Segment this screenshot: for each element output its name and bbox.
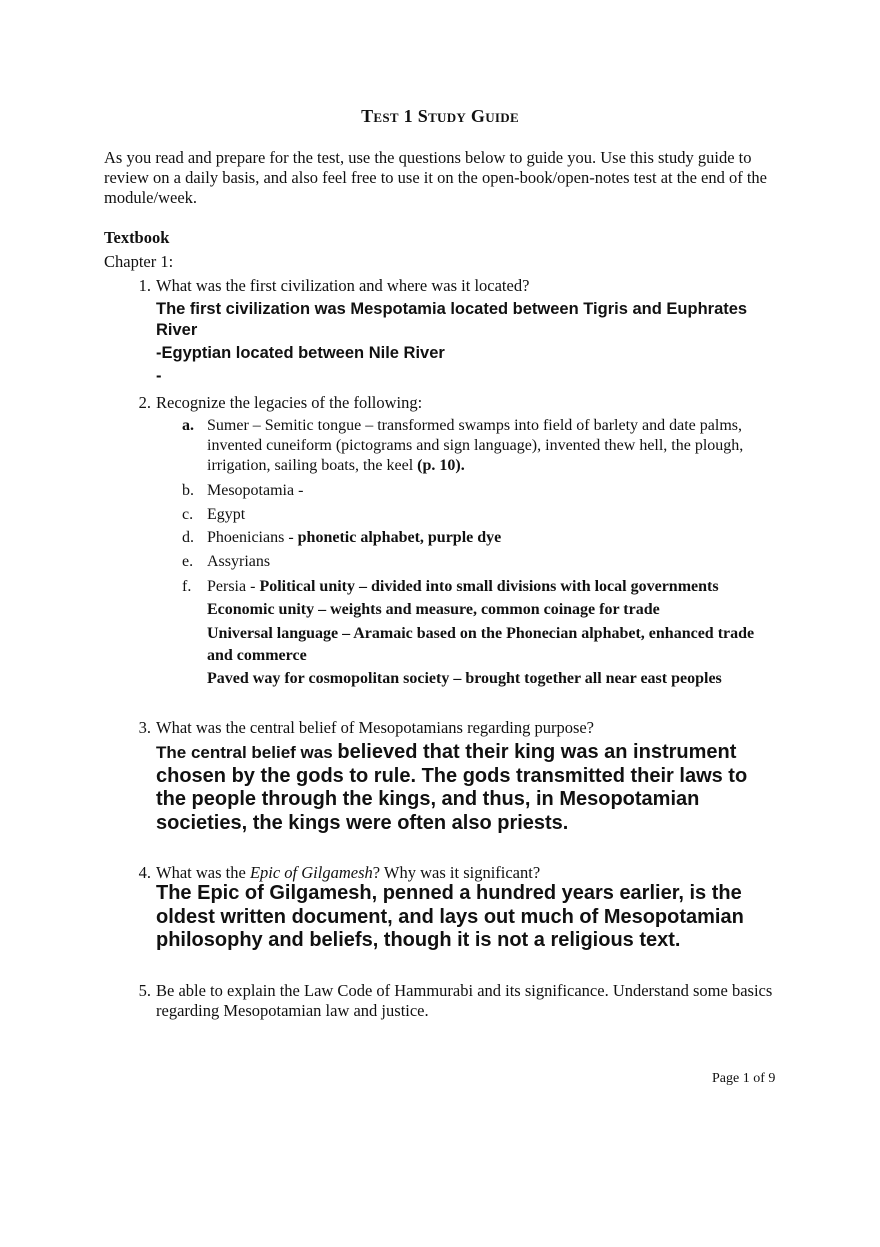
item-letter: f.: [182, 578, 192, 595]
question-number: 2.: [138, 393, 151, 412]
answer-3: The central belief was believed that their king was an instrument chosen by the gods to rule. The gods transmitted their laws to the people through the kings, and thus, in Mesopotamian societies, the kings were often also priests.: [156, 741, 748, 834]
item-letter: e.: [182, 553, 194, 570]
question-text: What was the central belief of Mesopotamians regarding purpose?: [156, 718, 595, 737]
page-number: Page 1 of 9: [712, 1071, 776, 1086]
chapter-label: Chapter 1:: [104, 252, 174, 271]
page-title: Test 1 Study Guide: [361, 106, 519, 126]
item-text: Mesopotamia -: [207, 482, 304, 499]
item-letter: a.: [182, 417, 194, 434]
item-text: Assyrians: [207, 553, 271, 570]
persia-cosmopolitan: Paved way for cosmopolitan society – brought together all near east peoples: [207, 670, 722, 687]
item-letter: b.: [182, 482, 194, 499]
question-number: 1.: [138, 276, 151, 295]
question-number: 3.: [138, 718, 151, 737]
item-text: Sumer – Semitic tongue – transformed swamps into field of barlety and date palms, invented cuneiform (pictograms and sign language), invented thew hell, the plough, irrigation, sailing boats, the keel (p. 10).: [207, 417, 744, 474]
persia-economic-unity: Economic unity – weights and measure, common coinage for trade: [207, 601, 660, 618]
item-letter: c.: [182, 506, 194, 523]
item-text: Persia - Political unity – divided into small divisions with local governments: [207, 578, 719, 595]
question-text: Be able to explain the Law Code of Hammurabi and its significance. Understand some basics regarding Mesopotamian law and justice.: [156, 981, 773, 1020]
item-text: Egypt: [207, 506, 246, 523]
answer-1-line-2: -Egyptian located between Nile River: [156, 344, 445, 362]
question-number: 5.: [138, 981, 151, 1000]
persia-universal-language: Universal language – Aramaic based on the Phonecian alphabet, enhanced trade and commerce: [207, 625, 755, 664]
legacy-item-sumer: [182, 416, 782, 478]
question-text: What was the first civilization and where was it located?: [156, 276, 530, 295]
question-text: Recognize the legacies of the following:: [156, 393, 423, 412]
answer-1-line-3: -: [156, 367, 162, 385]
intro-paragraph: As you read and prepare for the test, use the questions below to guide you. Use this study guide to review on a daily basis, and also feel free to use it on the open-book/open-notes test at the end of the module/week.: [104, 148, 768, 207]
item-letter: d.: [182, 529, 194, 546]
item-text: Phoenicians - phonetic alphabet, purple dye: [207, 529, 502, 546]
section-heading: Textbook: [104, 228, 170, 247]
answer-4: The Epic of Gilgamesh, penned a hundred years earlier, is the oldest written document, and lays out much of Mesopotamian philosophy and beliefs, though it is not a religious text.: [156, 882, 744, 951]
question-number: 4.: [138, 863, 151, 882]
answer-1-line-1: The first civilization was Mespotamia located between Tigris and Euphrates River: [156, 300, 748, 339]
question-text: What was the Epic of Gilgamesh? Why was it significant?: [156, 863, 541, 882]
